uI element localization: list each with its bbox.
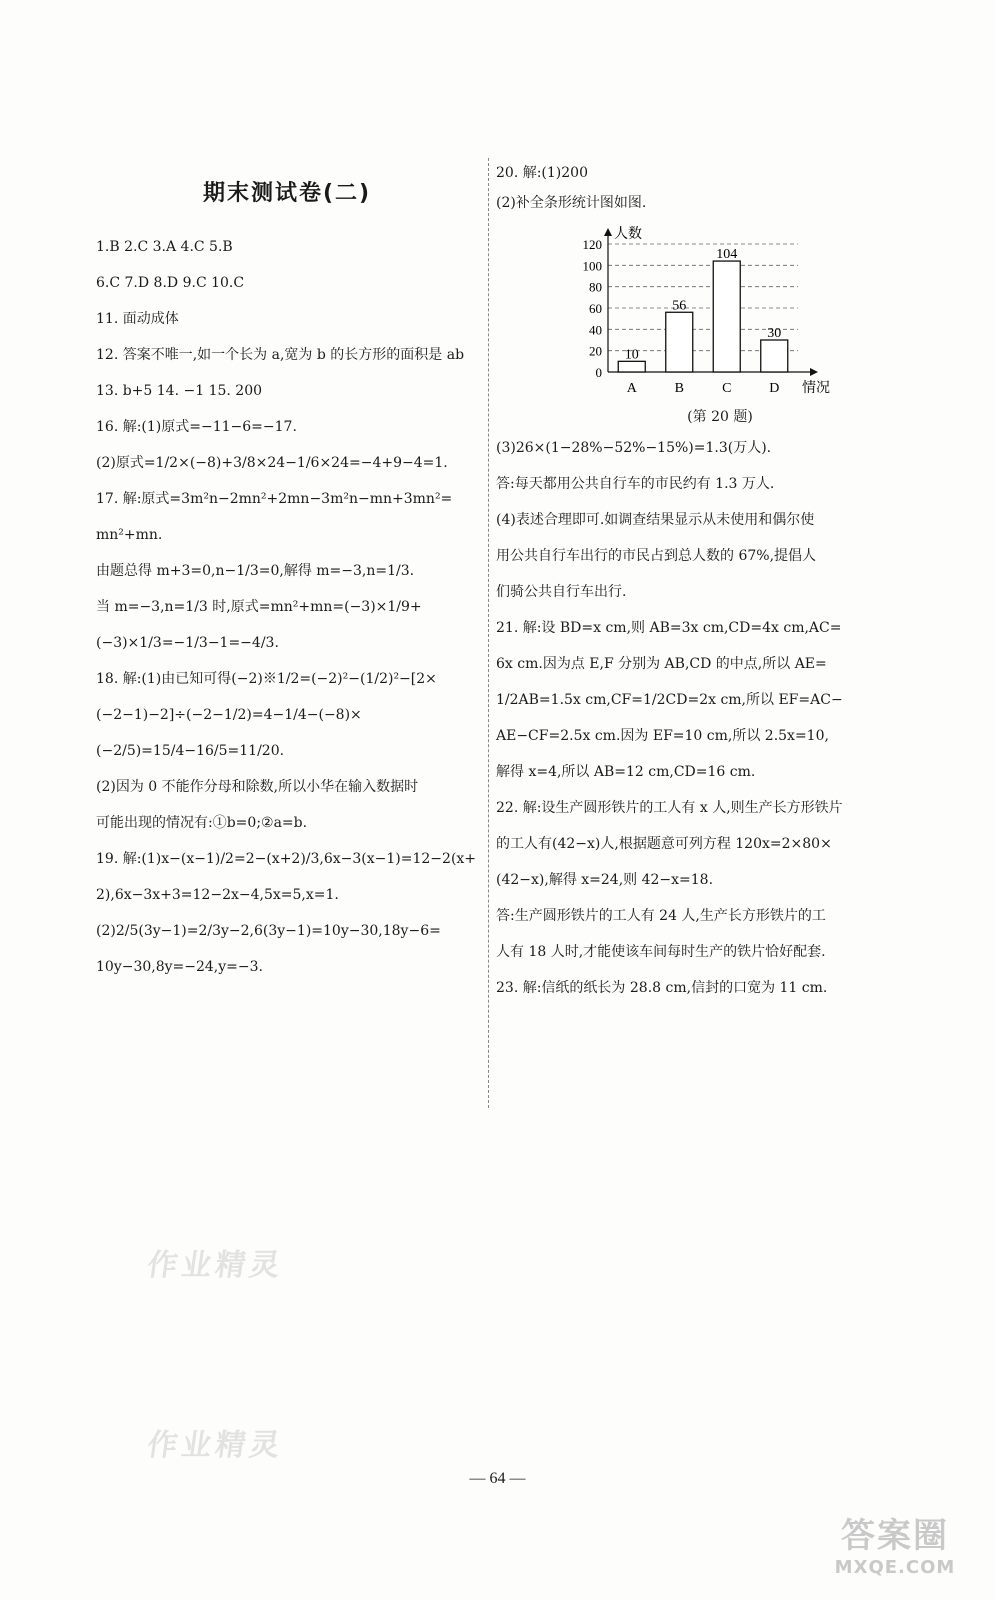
bar <box>618 361 645 372</box>
x-axis-arrow <box>810 368 818 376</box>
logo-bottom-text: MXQE.COM <box>834 1557 956 1578</box>
answer-line: 18. 解:(1)由已知可得(−2)※1/2=(−2)²−(1/2)²−[2× <box>96 671 437 687</box>
answer-line: 13. b+5 14. −1 15. 200 <box>96 383 263 399</box>
left-column <box>96 170 478 985</box>
answer-line: 解得 x=4,所以 AB=12 cm,CD=16 cm. <box>496 764 756 780</box>
right-answers-bottom <box>496 430 916 1006</box>
answer-line: 19. 解:(1)x−(x−1)/2=2−(x+2)/3,6x−3(x−1)=12−2(x+ <box>96 851 477 867</box>
bar-value-label: 104 <box>716 247 738 263</box>
answer-line: (2)因为 0 不能作分母和除数,所以小华在输入数据时 <box>96 779 419 795</box>
answer-line: 20. 解:(1)200 <box>496 165 588 181</box>
answer-line: 6.C 7.D 8.D 9.C 10.C <box>96 275 245 291</box>
answer-line: 16. 解:(1)原式=−11−6=−17. <box>96 419 297 435</box>
x-tick-label: D <box>769 381 780 396</box>
x-tick-label: C <box>722 381 732 396</box>
answer-line: (−3)×1/3=−1/3−1=−4/3. <box>96 635 279 651</box>
answer-line: mn²+mn. <box>96 527 163 543</box>
answer-line: 答:每天都用公共自行车的市民约有 1.3 万人. <box>496 476 775 492</box>
column-divider <box>488 158 489 1108</box>
page-title: 期末测试卷(二) <box>202 181 372 206</box>
answer-line: (2)原式=1/2×(−8)+3/8×24−1/6×24=−4+9−4=1. <box>96 455 448 471</box>
y-tick-label: 60 <box>589 301 602 316</box>
left-answers <box>96 229 478 985</box>
x-axis-title: 情况 <box>802 380 830 396</box>
answer-line: (−2−1)−2]÷(−2−1/2)=4−1/4−(−8)× <box>96 707 362 723</box>
y-tick-label: 0 <box>595 365 602 380</box>
answer-line: 的工人有(42−x)人,根据题意可列方程 120x=2×80× <box>496 836 832 852</box>
page-number: — 64 — <box>469 1470 526 1487</box>
x-tick-label: A <box>626 381 637 396</box>
y-axis-title: 人数 <box>614 226 642 242</box>
answer-line: (4)表述合理即可.如调查结果显示从未使用和偶尔使 <box>496 512 815 528</box>
answer-line: AE−CF=2.5x cm.因为 EF=10 cm,所以 2.5x=10, <box>496 728 829 744</box>
answer-line: (2)补全条形统计图如图. <box>496 195 647 211</box>
right-column <box>496 158 916 1006</box>
answer-line: 用公共自行车出行的市民占到总人数的 67%,提倡人 <box>496 548 817 564</box>
bar-chart <box>570 222 830 430</box>
site-logo <box>815 1508 975 1592</box>
watermark-bottom: 作业精灵 <box>145 1428 286 1463</box>
logo-top-text: 答案圈 <box>841 1516 949 1556</box>
answer-line: (−2/5)=15/4−16/5=11/20. <box>96 743 285 759</box>
bar-value-label: 56 <box>672 298 687 314</box>
bar <box>666 312 693 372</box>
answer-line: 1/2AB=1.5x cm,CF=1/2CD=2x cm,所以 EF=AC− <box>496 692 843 708</box>
answer-line: 12. 答案不唯一,如一个长为 a,宽为 b 的长方形的面积是 ab <box>96 347 465 363</box>
bar <box>761 340 788 372</box>
answer-line: 23. 解:信纸的纸长为 28.8 cm,信封的口宽为 11 cm. <box>496 980 828 996</box>
bar-value-label: 10 <box>624 347 639 363</box>
bar <box>713 261 740 372</box>
answer-line: 们骑公共自行车出行. <box>496 584 627 600</box>
answer-line: (3)26×(1−28%−52%−15%)=1.3(万人). <box>496 440 772 456</box>
chart-caption: (第 20 题) <box>687 409 753 425</box>
y-tick-label: 20 <box>589 343 602 359</box>
x-tick-label: B <box>674 381 684 396</box>
bar-chart-svg <box>570 222 830 400</box>
answer-line: 由题总得 m+3=0,n−1/3=0,解得 m=−3,n=1/3. <box>96 563 415 579</box>
watermark-top: 作业精灵 <box>145 1248 286 1283</box>
answer-line: 6x cm.因为点 E,F 分别为 AB,CD 的中点,所以 AE= <box>496 656 827 672</box>
bar-value-label: 30 <box>767 326 782 341</box>
right-answers-top <box>496 158 916 218</box>
answer-line: 可能出现的情况有:①b=0;②a=b. <box>96 815 308 831</box>
answer-line: 答:生产圆形铁片的工人有 24 人,生产长方形铁片的工 <box>496 908 826 924</box>
answer-line: 11. 面动成体 <box>96 311 179 327</box>
y-tick-label: 120 <box>582 237 602 252</box>
y-tick-label: 80 <box>589 279 602 295</box>
answer-line: 当 m=−3,n=1/3 时,原式=mn²+mn=(−3)×1/9+ <box>96 599 422 615</box>
answer-line: 1.B 2.C 3.A 4.C 5.B <box>96 239 233 255</box>
answer-line: (2)2/5(3y−1)=2/3y−2,6(3y−1)=10y−30,18y−6= <box>96 923 441 939</box>
answer-line: 人有 18 人时,才能使该车间每时生产的铁片恰好配套. <box>496 944 826 960</box>
answer-line: 17. 解:原式=3m²n−2mn²+2mn−3m²n−mn+3mn²= <box>96 491 453 507</box>
y-tick-label: 40 <box>589 322 602 338</box>
answer-line: 2),6x−3x+3=12−2x−4,5x=5,x=1. <box>96 887 339 903</box>
answer-line: (42−x),解得 x=24,则 42−x=18. <box>496 872 714 888</box>
answer-line: 22. 解:设生产圆形铁片的工人有 x 人,则生产长方形铁片 <box>496 800 843 816</box>
y-tick-label: 100 <box>582 258 602 274</box>
y-axis-arrow <box>604 228 612 236</box>
answer-line: 21. 解:设 BD=x cm,则 AB=3x cm,CD=4x cm,AC= <box>496 620 842 636</box>
answer-line: 10y−30,8y=−24,y=−3. <box>96 959 263 975</box>
